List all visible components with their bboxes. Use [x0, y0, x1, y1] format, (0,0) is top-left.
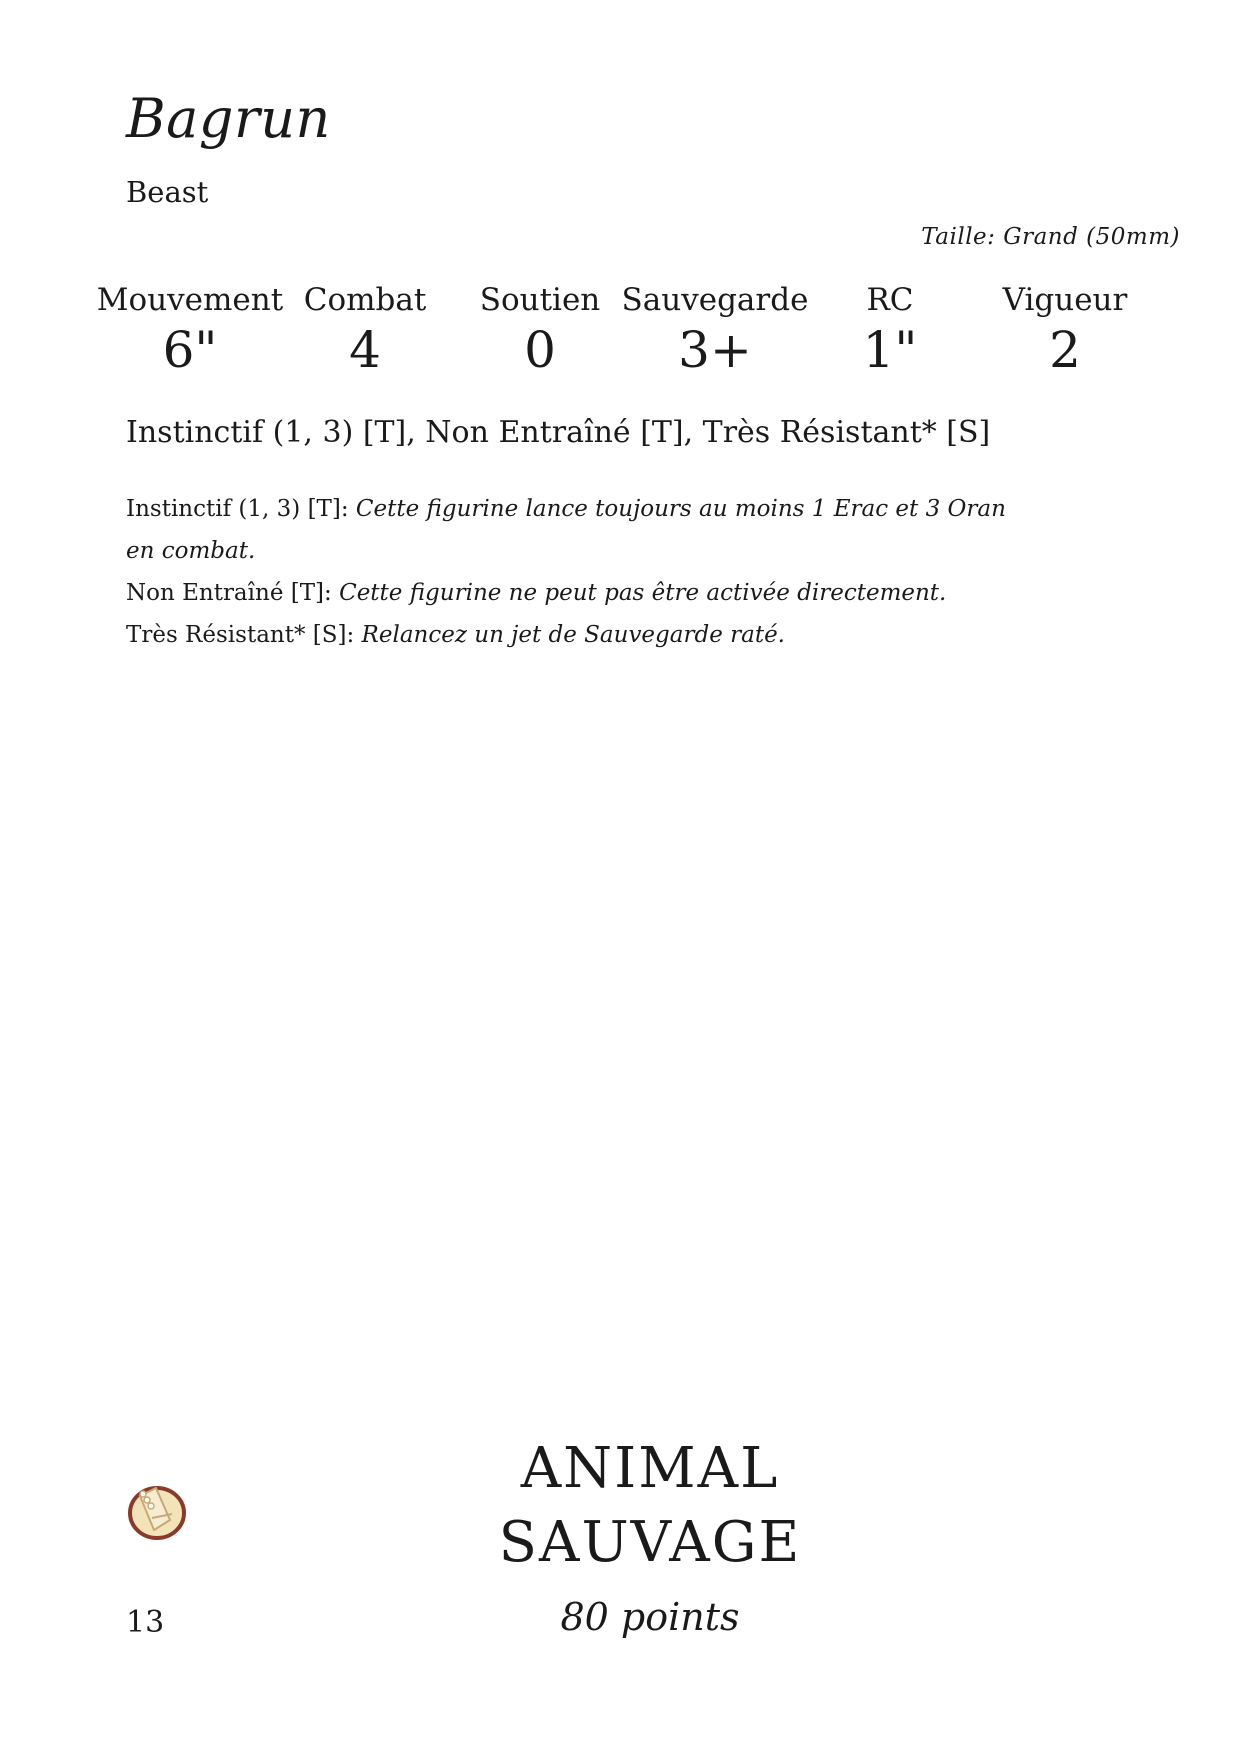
- stat-value: 6": [162, 321, 218, 379]
- abilities-list: [126, 488, 1026, 656]
- unit-size: Taille: Grand (50mm): [921, 224, 1180, 250]
- stat-label: RC: [866, 282, 914, 318]
- stat-label: Vigueur: [1002, 282, 1128, 318]
- faction-emblem-icon: [126, 1480, 188, 1542]
- stat-label: Sauvegarde: [621, 282, 809, 318]
- ability-instinctif: [126, 488, 1026, 572]
- ability-name: Très Résistant* [S]:: [126, 622, 355, 648]
- abilities-summary: Instinctif (1, 3) [T], Non Entraîné [T], Très Résistant* [S]: [126, 415, 991, 450]
- stat-value: 4: [349, 321, 381, 379]
- stat-vigueur: [960, 282, 1170, 378]
- unit-name: Bagrun: [126, 87, 331, 150]
- points-cost: 80 points: [560, 1595, 740, 1639]
- ability-description: Cette figurine lance toujours au moins 1 Erac et 3 Oran en combat.: [126, 496, 1006, 564]
- unit-type: Beast: [126, 175, 209, 209]
- stat-label: Soutien: [479, 282, 601, 318]
- stat-value: 3+: [678, 321, 752, 379]
- ability-tres-resistant: [126, 614, 1026, 656]
- stat-value: 0: [524, 321, 556, 379]
- faction-line-2: SAUVAGE: [498, 1510, 802, 1575]
- stat-value: 2: [1049, 321, 1081, 379]
- ability-description: Cette figurine ne peut pas être activée directement.: [339, 580, 947, 606]
- faction-name: [420, 1432, 880, 1580]
- stat-label: Mouvement: [96, 282, 284, 318]
- ability-non-entraine: [126, 572, 1026, 614]
- stats-block: [96, 282, 1170, 392]
- page-number: 13: [126, 1605, 165, 1640]
- stat-label: Combat: [303, 282, 427, 318]
- ability-name: Instinctif (1, 3) [T]:: [126, 496, 349, 522]
- faction-line-1: ANIMAL: [520, 1436, 780, 1501]
- stat-value: 1": [862, 321, 918, 379]
- ability-name: Non Entraîné [T]:: [126, 580, 332, 606]
- ability-description: Relancez un jet de Sauvegarde raté.: [361, 622, 785, 648]
